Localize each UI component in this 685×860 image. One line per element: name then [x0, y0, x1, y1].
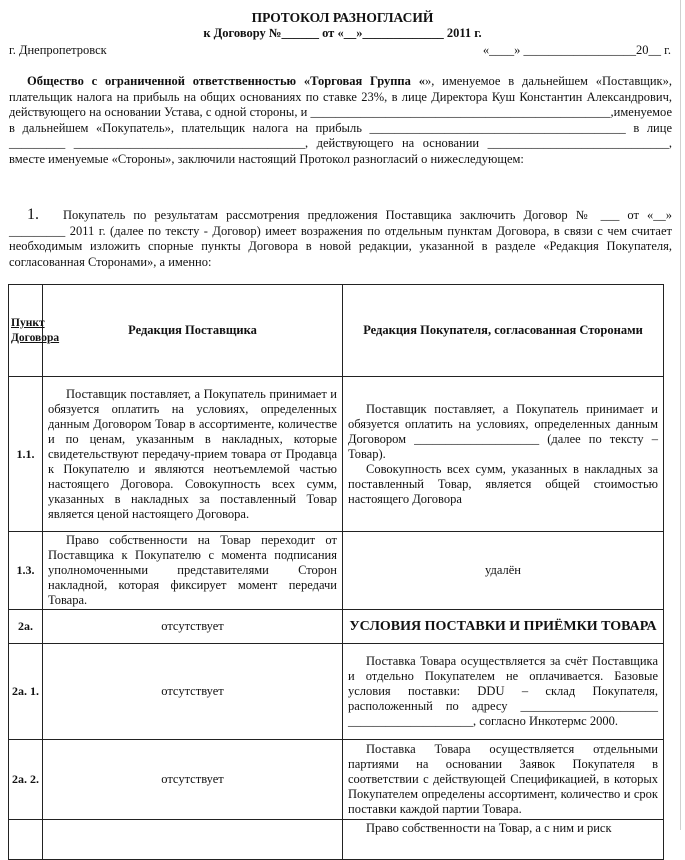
header-supplier-version: Редакция Поставщика — [43, 285, 343, 377]
section-heading: УСЛОВИЯ ПОСТАВКИ И ПРИЁМКИ ТОВАРА — [343, 610, 664, 644]
table-row — [9, 532, 664, 610]
table-row — [9, 610, 664, 644]
row-number: 1.1. — [9, 377, 43, 532]
supplier-text — [43, 820, 343, 860]
supplier-text: отсутствует — [43, 740, 343, 820]
table-row — [9, 377, 664, 532]
page-edge-rule — [680, 0, 681, 830]
table-row — [9, 740, 664, 820]
clause-number: 1. — [27, 206, 39, 223]
buyer-text: Поставка Товара осуществляется за счёт Поставщика и отдельно Покупателем не оплачивается. Базовые условия поставки: DDU – склад Покупателя, расположенный по адресу ______________________ ____________________, согласно Инкотермс 2000. — [343, 644, 664, 740]
buyer-text — [343, 377, 664, 532]
table-row — [9, 820, 664, 860]
date-line: «____» __________________20__ г. — [482, 43, 671, 57]
table-header-row — [9, 285, 664, 377]
disagreements-table — [8, 284, 664, 860]
row-number: 1.3. — [9, 532, 43, 610]
company-name: Общество с ограниченной ответственностью «Торговая Группа « — [27, 74, 425, 88]
document-title: ПРОТОКОЛ РАЗНОГЛАСИЙ — [251, 10, 434, 25]
table-row — [9, 644, 664, 740]
header-buyer-version: Редакция Покупателя, согласованная Сторонами — [343, 285, 664, 377]
intro-paragraph — [9, 74, 672, 167]
city: г. Днепропетровск — [9, 43, 107, 57]
intro-text: », именуемое в дальнейшем «Поставщик», плательщик налога на прибыль на общих основаниях по ставке 23%, в лице Директора Куш Константин Александрович, действующего на основании Устава, с одной стороны, и ________________________________________________,именуемое в дальнейшем «Покупатель», плательщик налога на прибыль _________________________________________ в лице _________ _____________________________________, действующего на основании _____________________________, вместе именуемые «Стороны», заключили настоящий Протокол разногласий о нижеследующем: — [9, 74, 672, 166]
supplier-text: Право собственности на Товар переходит от Поставщика к Покупателю с момента подписания уполномоченными представителями Сторон накладной, которая фиксирует момент передачи Товара. — [43, 532, 343, 610]
buyer-text: Поставка Товара осуществляется отдельными партиями на основании Заявок Покупателя в соответствии с действующей Спецификацией, в которых Покупателем определены ассортимент, количество и срок поставки каждой партии Товара. — [343, 740, 664, 820]
clause-1 — [9, 207, 672, 270]
header-clause-number: Пункт Договора — [9, 285, 43, 377]
supplier-text: отсутствует — [43, 610, 343, 644]
buyer-text: удалён — [343, 532, 664, 610]
document-subtitle: к Договору №______ от «__»_____________ 2011 г. — [203, 26, 482, 40]
row-number: 2а. 1. — [9, 644, 43, 740]
row-number: 2а. 2. — [9, 740, 43, 820]
row-number — [9, 820, 43, 860]
supplier-text: Поставщик поставляет, а Покупатель принимает и обязуется оплатить на условиях, определенных данным Договором Товар в ассортименте, количестве и по ценам, указанным в накладных, которые свидетельствуют передачу-прием товара от Продавца к Покупателю и являются неотъемлемой частью настоящего Договора. Совокупность всех сумм, указанных в накладных за поставленный Товар является ценой настоящего Договора. — [43, 377, 343, 532]
buyer-text-part-1: Поставщик поставляет, а Покупатель принимает и обязуется оплатить на условиях, определенных данным Договором ____________________ (далее по тексту – Товар). — [348, 401, 658, 461]
clause-text: Покупатель по результатам рассмотрения предложения Поставщика заключить Договор № ___ от «__» _________ 2011 г. (далее по тексту - Договор) имеет возражения по отдельным пунктам Договора, в связи с чем считает необходимым изложить спорные пункты Договора в новой редакции, указанной в разделе «Редакция Покупателя, согласованная Сторонами», а именно: — [9, 208, 672, 269]
row-number: 2а. — [9, 610, 43, 644]
supplier-text: отсутствует — [43, 644, 343, 740]
buyer-text: Право собственности на Товар, а с ним и риск — [343, 820, 664, 860]
buyer-text-part-2: Совокупность всех сумм, указанных в накладных за поставленный Товар, является общей стоимостью настоящего Договора — [348, 461, 658, 506]
